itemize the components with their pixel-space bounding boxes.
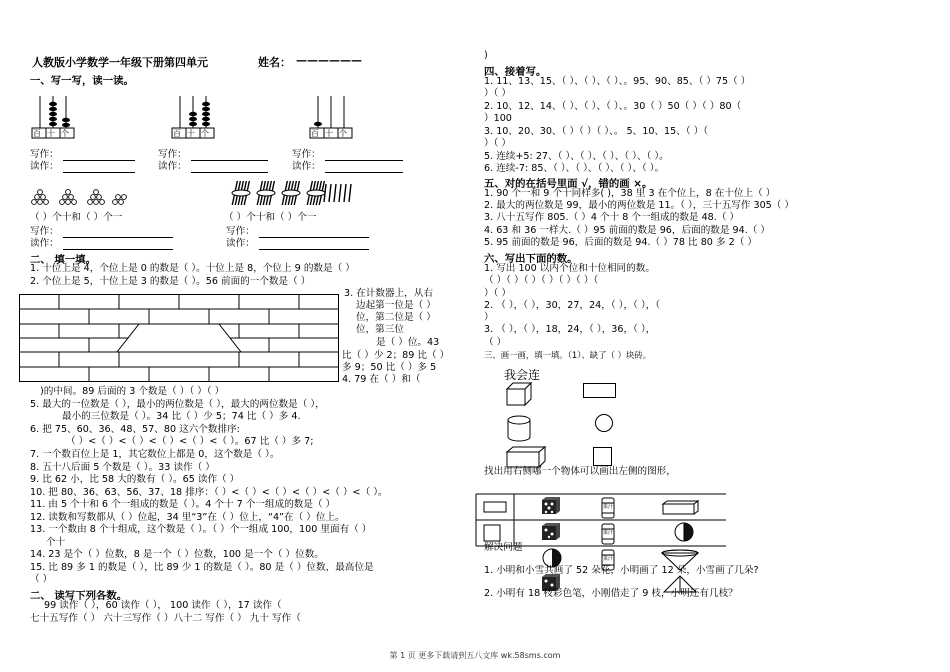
fill-item-12: 12. 读数和写数都从（ ）位起，34 里“3”在（ ）位上，“4”在（ ）位上。 (30, 512, 345, 523)
read-blank-2[interactable] (191, 172, 268, 173)
fill-item-5-line-2: 最小的三位数是（ ）。34 比（ ）少 5；74 比（ ）多 4. (62, 411, 301, 422)
fill-item-3-line-1: 3. 在计数器上，从右 (344, 288, 433, 299)
seq-item-5: 5. 连续+5: 27、（ ）、（ ）、（ ）、（ ）、（ ）。 (484, 151, 669, 162)
carryover-paren: ) (484, 50, 488, 61)
fill-item-3-line-2: 边起第一位是（ ） (356, 300, 436, 311)
write-blank-3[interactable] (325, 160, 403, 161)
read-write-line-2: 七十五写作（ ） 六十三写作（ ）八十二 写作（ ） 九十 写作（ (30, 613, 301, 624)
section-1-title: 一、写一写，读一读。 (30, 75, 134, 87)
can-label-2: 果汁 (603, 530, 614, 536)
judge-item-4: 4. 63 和 36 一样大.（ ）95 前面的数是 96，后面的数是 94.（ ） (484, 225, 771, 236)
seq-item-6: 6. 连续-7: 85、（ ）、（ ）、（ ）、（ ）、（ ）。 (484, 163, 665, 174)
write-label-2: 写作： (158, 149, 187, 160)
draw-fill-item: 三、画一画，填一填。（1）、缺了（ ）块砖。 (484, 350, 652, 360)
fill-item-11: 11. 由 5 个十和 6 个一组成的数是（ ）。4 个十 7 个一组成的数是（ ） (30, 499, 336, 510)
fill-item-3-line-4: 位，第三位 (356, 324, 404, 335)
can-label-1: 果汁 (603, 504, 614, 510)
read-label-2: 读作： (158, 161, 187, 172)
write-label-5: 写作： (226, 226, 255, 237)
stick-bundles-image (226, 178, 358, 208)
fill-item-3-line-3: 位，第二位是（ ） (356, 312, 436, 323)
read-blank-4[interactable] (63, 249, 173, 250)
section-3-title: 二、 读写下列各数。 (30, 590, 128, 602)
seq-item-3-line-2: ）（ ） (484, 138, 512, 149)
abacus-1-labels: 百十个 (33, 129, 75, 138)
seq-item-1-line-2: ）（ ） (484, 88, 512, 99)
read-label-1: 读作： (30, 161, 59, 172)
seq-item-2-line-2: ）100 (484, 113, 512, 124)
tens-ones-left: （ ）个十和（ ）个一 (30, 212, 123, 223)
cuboid-image (506, 446, 546, 468)
write-blank-2[interactable] (191, 160, 268, 161)
name-blank[interactable]: —————— (296, 54, 362, 67)
can-label-3: 果汁 (603, 556, 614, 562)
section-5-title: 五、对的在括号里面 √，错的画 ×。 (484, 178, 653, 190)
fill-item-3-line-6: 比（ ）少 2；89 比（ ） (342, 350, 450, 361)
fill-item-7: 7. 一个数百位上是 1，其它数位上都是 0，这个数是（ ）。 (30, 449, 280, 460)
fill-item-6-line-1: 6. 把 75、60、36、48、57、80 这六个数排序: (30, 424, 240, 435)
fill-item-10: 10. 把 80、36、63、56、37、18 排序：（ ）<（ ）<（ ）<（ ）<（ ）<（ ）。 (30, 487, 388, 498)
read-label-4: 读作： (30, 238, 59, 249)
rectangle-shape (583, 383, 617, 399)
fill-item-3-line-5: 是（ ）位。43 (376, 337, 440, 348)
fill-item-4-line-2: )的中间。89 后面的 3 个数是（ ）（ ）（ ） (40, 386, 225, 397)
fill-item-2: 2. 个位上是 5，十位上是 3 的数是（ ）。56 前面的一个数是（ ） (30, 276, 311, 287)
fill-item-6-line-2: （ ）<（ ）<（ ）<（ ）<（ ）<（ ）。67 比（ ）多 7; (66, 436, 314, 447)
write-num-item-1: 1. 写出 100 以内个位和十位相同的数。 (484, 263, 655, 274)
read-label-3: 读作： (292, 161, 321, 172)
write-label-3: 写作： (292, 149, 321, 160)
tens-ones-right: （ ）个十和（ ）个一 (224, 212, 317, 223)
write-label-4: 写作： (30, 226, 59, 237)
seq-item-1-line-1: 1. 11、13、15、（ ）、（ ）、（ ）、。95、90、85、（ ）75（ ） (484, 76, 751, 87)
solve-problem-2: 2. 小明有 18 枝彩色笔，小刚借走了 9 枝，小明还有几枝？ (484, 588, 738, 599)
fill-item-13-line-1: 13. 一个数由 8 个十组成，这个数是（ ）。（ ）个一组成 100，100 里面有（ ） (30, 524, 372, 535)
read-blank-5[interactable] (259, 249, 369, 250)
cube-3d-image (506, 382, 532, 406)
fill-item-8: 8. 五十八后面 5 个数是（ ）。33 读作（ ） (30, 462, 215, 473)
circle-shape (594, 413, 614, 433)
write-num-item-3-line-2: （ ） (484, 337, 507, 348)
fill-item-15-line-1: 15. 比 89 多 1 的数是（ ），比 89 少 1 的数是（ ）。80 是（ ）位数，最高位是 (30, 562, 374, 573)
write-num-item-3: 3. （ ），（ ），18，24，（ ），36，（ ）， (484, 324, 656, 335)
write-label-1: 写作： (30, 149, 59, 160)
read-write-line-1: 99 读作（ ），60 读作（ ）， 100 读作（ ），17 读作（ (44, 600, 282, 611)
fill-item-4-line-1: 4. 79 在（ ）和（ (342, 374, 421, 385)
judge-item-3: 3. 八十五写作 805.（ ）4 个十 8 个一组成的数是 48.（ ） (484, 212, 740, 223)
fill-item-3-line-7: 多 9；50 比（ ）多 5 (342, 362, 437, 373)
find-object-instruction: 找出用右侧哪一个物体可以画出左侧的图形， (484, 466, 676, 477)
judge-item-5: 5. 95 前面的数是 96，后面的数是 94.（ ）78 比 80 多 2（ ） (484, 237, 757, 248)
fill-item-14: 14. 23 是个（ ）位数，8 是一个（ ）位数，100 是一个（ ）位数。 (30, 549, 324, 560)
cylinder-image (507, 415, 531, 443)
write-num-item-2: 2. （ ），（ ），30，27，24，（ ），（ ），（ (484, 300, 661, 311)
write-blank-1[interactable] (63, 160, 135, 161)
square-shape (593, 447, 613, 467)
fill-item-9: 9. 比 62 小，比 58 大的数有（ ）。65 读作（ ） (30, 474, 240, 485)
abacus-2-labels: 百十个 (173, 129, 215, 138)
section-2-title: 二、 填一填。 (30, 254, 96, 266)
judge-item-1: 1. 90 个一和 9 个十同样多( )，38 里 3 在个位上，8 在十位上（ ） (484, 188, 776, 199)
write-num-item-1-blanks: （ ）（ ）（ ）（ ）（ ）（ ）（ (484, 275, 599, 286)
judge-item-2: 2. 最大的两位数是 99，最小的两位数是 11。（ ），三十五写作 305（ ） (484, 200, 795, 211)
read-blank-3[interactable] (325, 172, 403, 173)
section-4-title: 四、接着写。 (484, 66, 547, 78)
fill-item-15-line-2: （ ） (30, 574, 53, 585)
write-num-item-2-line-2: ） (484, 312, 494, 323)
brick-wall-image (19, 294, 339, 382)
solve-problems-title: 解决问题 (484, 542, 523, 553)
fill-item-13-line-2: 个十 (46, 537, 66, 548)
seq-item-2-line-1: 2. 10、12、14、（ ）、（ ）、（ ）、。30（ ）50（ ）（ ）80（ (484, 101, 742, 112)
seq-item-3-line-1: 3. 10、20、30、（ ）（ ）（ ）、。 5、10、15、（ ）（ (484, 126, 709, 137)
write-blank-4[interactable] (63, 237, 173, 238)
abacus-3-labels: 百十个 (311, 129, 353, 138)
connect-title: 我会连 (504, 368, 541, 382)
solve-problem-1: 1. 小明和小雪共画了 52 朵花，小明画了 12 朵，小雪画了几朵? (484, 565, 759, 576)
fill-item-1: 1. 十位上是 4，个位上是 0 的数是（ ）。十位上是 8，个位上 9 的数是（ ） (30, 263, 355, 274)
write-num-item-1-blanks-2: ）（ ） (484, 288, 512, 299)
read-blank-1[interactable] (63, 172, 135, 173)
fill-item-5-line-1: 5. 最大的一位数是（ ），最小的两位数是（ ），最大的两位数是（ ）， (30, 399, 325, 410)
triangle-bundles-image (30, 188, 130, 212)
read-label-5: 读作： (226, 238, 255, 249)
page-title: 人教版小学数学一年级下册第四单元 (32, 56, 208, 69)
section-6-title: 六、写出下面的数。 (484, 253, 578, 265)
page-footer: 第 1 页 更多下载请到五八文库 wk.58sms.com (389, 651, 561, 660)
write-blank-5[interactable] (259, 237, 369, 238)
name-label: 姓名： (258, 56, 291, 69)
